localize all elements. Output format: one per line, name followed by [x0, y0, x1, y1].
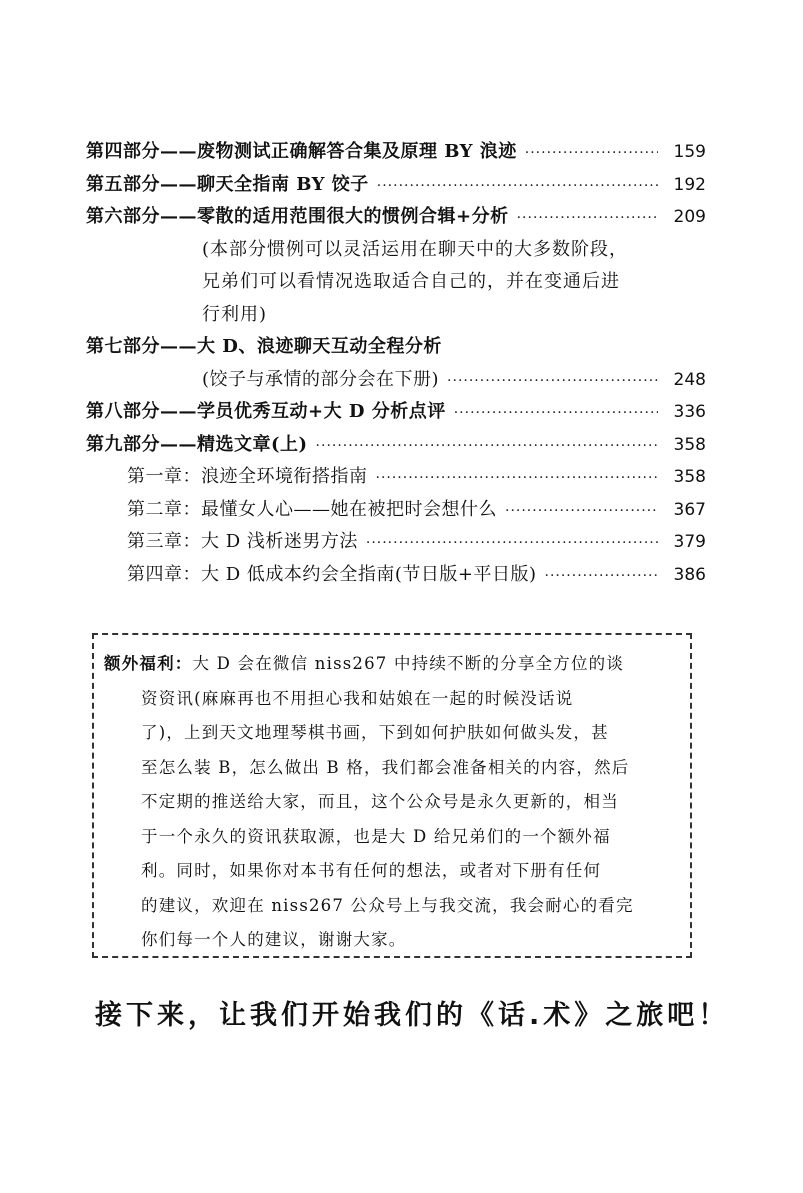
bonus-line: 的建议，欢迎在 niss267 公众号上与我交流，我会耐心的看完 — [141, 895, 634, 915]
toc-entry-chapter-1[interactable] — [86, 461, 706, 494]
toc-page-number: 192 — [673, 174, 706, 195]
bonus-label: 额外福利： — [104, 654, 193, 673]
bonus-line: 大 D 会在微信 niss267 中持续不断的分享全方位的谈 — [192, 654, 625, 673]
toc-entry-part-7-sub[interactable] — [86, 364, 706, 397]
toc-entry-title: 第七部分——大 D、浪迹聊天互动全程分析 — [86, 336, 442, 357]
toc-entry-title: 第一章：浪迹全环境衔搭指南 — [127, 466, 368, 487]
table-of-contents — [86, 136, 706, 591]
toc-page-number: 379 — [673, 532, 706, 552]
closing-line: 接下来，让我们开始我们的《话.术》之旅吧！ — [95, 1000, 730, 1031]
toc-entry-part-5[interactable] — [86, 169, 706, 202]
bonus-info-box — [92, 633, 692, 958]
toc-entry-title: 第二章：最懂女人心——她在被把时会想什么 — [127, 498, 497, 520]
toc-entry-title: (饺子与承情的部分会在下册) — [202, 368, 440, 390]
dot-leader — [517, 202, 658, 235]
dot-leader — [447, 365, 658, 398]
bonus-line: 于一个永久的资讯获取源，也是大 D 给兄弟们的一个额外福 — [141, 826, 611, 846]
toc-page-number: 159 — [673, 142, 706, 162]
bonus-line: 利。同时，如果你对本书有任何的想法，或者对下册有任何 — [141, 861, 602, 880]
dot-leader — [505, 495, 658, 528]
toc-entry-title: 第八部分——学员优秀互动+大 D 分析点评 — [86, 401, 446, 422]
toc-entry-title: 第九部分——精选文章(上) — [86, 433, 308, 455]
toc-note-line: 行利用) — [202, 303, 268, 325]
toc-entry-part-6[interactable] — [86, 201, 706, 234]
toc-entry-chapter-2[interactable] — [86, 494, 706, 527]
toc-entry-part-9[interactable] — [86, 429, 706, 462]
toc-entry-part-4[interactable] — [86, 136, 706, 169]
toc-entry-title: 第四章：大 D 低成本约会全指南(节日版+平日版) — [127, 563, 537, 585]
toc-page-number: 358 — [673, 434, 706, 455]
toc-note-line: 兄弟们可以看情况选取适合自己的，并在变通后进 — [202, 271, 620, 292]
toc-page-number: 336 — [673, 402, 706, 422]
toc-entry-title: 第四部分——废物测试正确解答合集及原理 BY 浪迹 — [86, 141, 517, 162]
bonus-line: 资资讯(麻麻再也不用担心我和姑娘在一起的时候没话说 — [141, 688, 574, 708]
toc-page-number: 367 — [673, 499, 706, 520]
dot-leader — [316, 430, 658, 463]
bonus-line: 不定期的推送给大家，而且，这个公众号是永久更新的，相当 — [141, 792, 619, 811]
toc-page-number: 209 — [673, 207, 706, 227]
toc-entry-part-7[interactable] — [86, 331, 706, 364]
dot-leader — [525, 137, 658, 170]
toc-entry-title: 第五部分——聊天全指南 BY 饺子 — [86, 173, 369, 195]
toc-page-number: 248 — [673, 369, 706, 390]
toc-note-line: (本部分惯例可以灵活运用在聊天中的大多数阶段， — [202, 238, 629, 260]
bonus-line: 你们每一个人的建议，谢谢大家。 — [141, 930, 407, 949]
toc-entry-part-8[interactable] — [86, 396, 706, 429]
dot-leader — [377, 170, 658, 203]
toc-entry-chapter-4[interactable] — [86, 559, 706, 592]
dot-leader — [366, 527, 658, 560]
toc-entry-title: 第三章：大 D 浅析迷男方法 — [127, 531, 358, 552]
toc-page-number: 386 — [673, 564, 706, 585]
dot-leader — [545, 560, 659, 593]
dot-leader — [376, 462, 659, 495]
bonus-line: 了)，上到天文地理琴棋书画，下到如何护肤如何做头发，甚 — [141, 723, 609, 742]
dot-leader — [454, 397, 658, 430]
toc-entry-title: 第六部分——零散的适用范围很大的惯例合辑+分析 — [86, 206, 509, 227]
bonus-text — [104, 647, 684, 958]
toc-entry-chapter-3[interactable] — [86, 526, 706, 559]
bonus-first-line — [104, 647, 684, 682]
bonus-line: 至怎么装 B，怎么做出 B 格，我们都会准备相关的内容，然后 — [141, 757, 630, 777]
toc-page-number: 358 — [673, 467, 706, 487]
